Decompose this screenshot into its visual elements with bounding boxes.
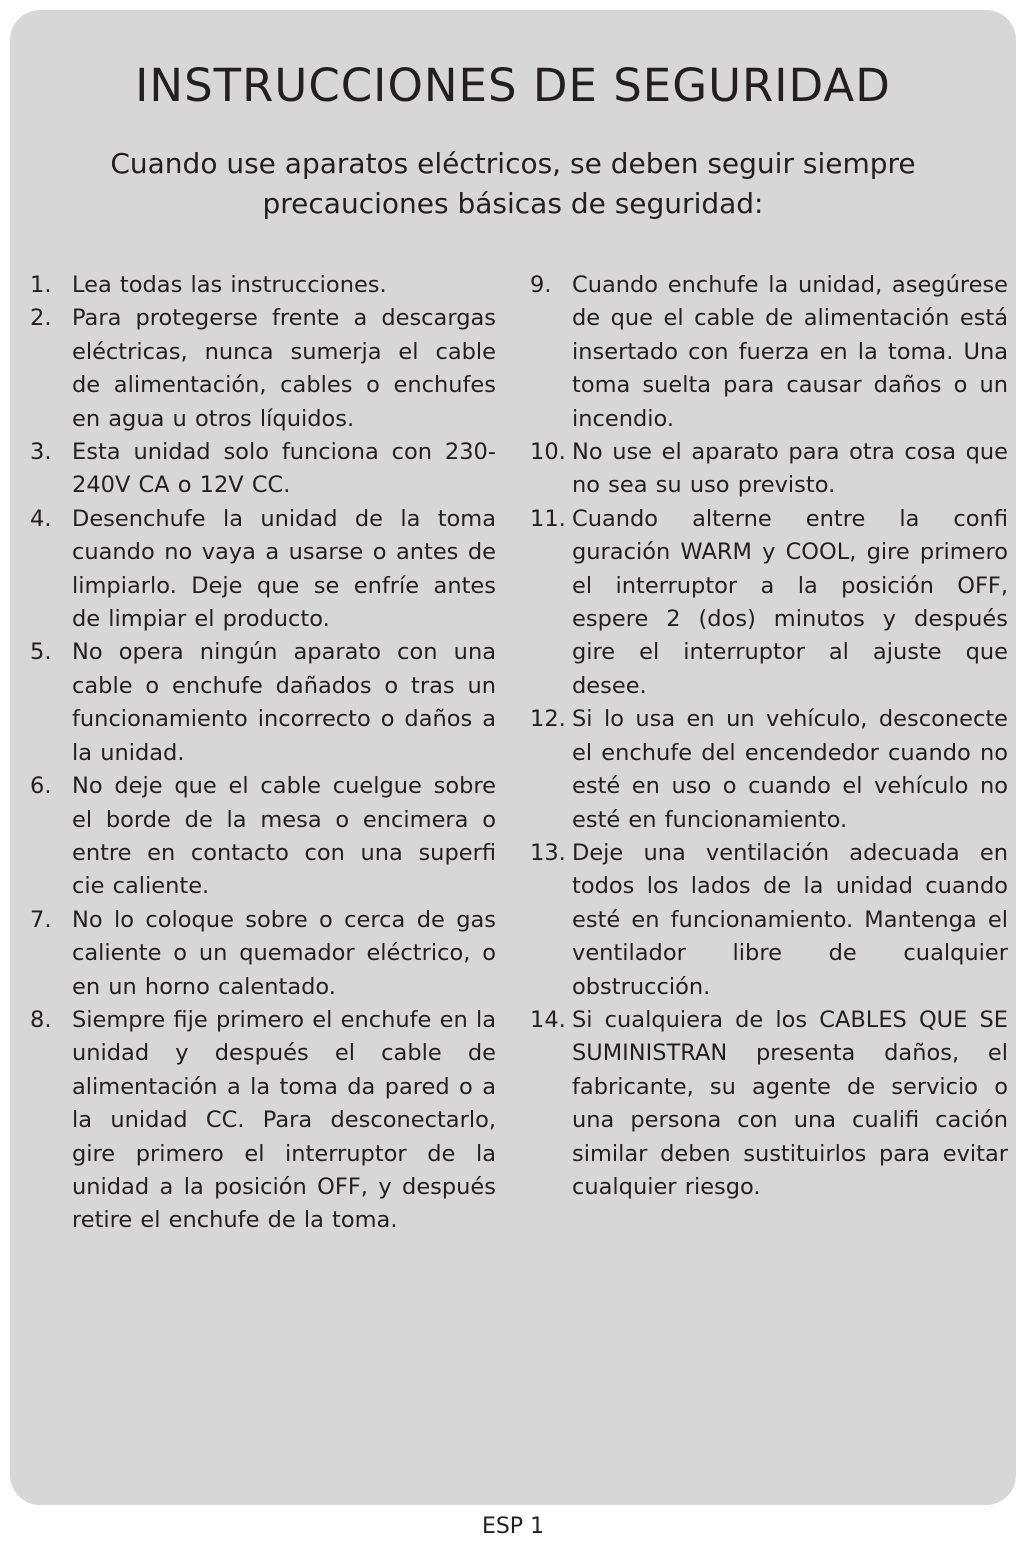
item-number: 1. — [30, 272, 52, 298]
item-number: 3. — [30, 439, 52, 466]
list-item — [30, 904, 496, 1004]
item-number: 7. — [30, 906, 52, 933]
item-text: Cuando alterne entre la confi guración WARM y COOL, gire primero el interruptor a la posición OFF, espere 2 (dos) minutos y después gire el interruptor al ajuste que desee. — [572, 505, 1008, 699]
item-number: 5. — [30, 639, 52, 666]
item-number: 6. — [30, 773, 52, 800]
list-item — [30, 503, 496, 637]
item-number: 10. — [530, 439, 566, 466]
list-item — [530, 1004, 1008, 1204]
page-title: INSTRUCCIONES DE SEGURIDAD — [135, 59, 891, 112]
item-text: Desenchufe la unidad de la toma cuando no vaya a usarse o antes de limpiarlo. Deje que se enfríe antes de limpiar el producto. — [72, 505, 496, 633]
intro-line-2: precauciones básicas de seguridad: — [262, 187, 764, 220]
item-text: Esta unidad solo funciona con 230-240V CA o 12V CC. — [72, 439, 496, 499]
item-text: Si cualquiera de los CABLES QUE SE SUMINISTRAN presenta daños, el fabricante, su agente de servicio o una persona con una cualifi cación similar deben sustituirlos para evitar cualquier riesgo. — [572, 1006, 1008, 1200]
safety-panel — [10, 10, 1016, 1505]
list-item — [30, 770, 496, 904]
list-item — [530, 269, 1008, 436]
item-text: No use el aparato para otra cosa que no sea su uso previsto. — [572, 439, 1008, 499]
item-text: Si lo usa en un vehículo, desconecte el enchufe del encendedor cuando no esté en uso o cuando el vehículo no esté en funcionamiento. — [572, 706, 1008, 833]
item-number: 2. — [30, 305, 52, 332]
item-text: Siempre fije primero el enchufe en la unidad y después el cable de alimentación a la toma da pared o a la unidad CC. Para desconectarlo, gire primero el interruptor de la unidad a la posición OFF, y después retire el enchufe de la toma. — [72, 1006, 496, 1234]
list-item — [530, 703, 1008, 837]
list-item — [530, 837, 1008, 1004]
item-number: 14. — [530, 1006, 566, 1033]
item-number: 12. — [530, 706, 566, 733]
list-item — [30, 302, 496, 436]
left-column — [30, 269, 496, 1238]
list-item — [530, 436, 1008, 503]
list-item — [30, 1004, 496, 1238]
item-number: 8. — [30, 1006, 52, 1033]
list-item — [30, 269, 496, 302]
item-number: 9. — [530, 272, 552, 298]
item-text: Para protegerse frente a descargas eléctricas, nunca sumerja el cable de alimentación, cables o enchufes en agua u otros líquidos. — [72, 305, 496, 432]
item-text: No deje que el cable cuelgue sobre el borde de la mesa o encimera o entre en contacto con una superfi cie caliente. — [72, 773, 496, 900]
intro-line-1: Cuando use aparatos eléctricos, se deben seguir siempre — [110, 147, 916, 180]
page-number: ESP 1 — [481, 1514, 545, 1539]
item-text: No lo coloque sobre o cerca de gas caliente o un quemador eléctrico, o en un horno calentado. — [72, 906, 496, 1000]
list-item — [530, 503, 1008, 703]
item-text: Cuando enchufe la unidad, asegúrese de que el cable de alimentación está insertado con fuerza en la toma. Una toma suelta para causar daños o un incendio. — [572, 272, 1008, 432]
list-item — [30, 436, 496, 503]
intro-text — [10, 144, 1016, 224]
item-text: No opera ningún aparato con una cable o enchufe dañados o tras un funcionamiento incorrecto o daños a la unidad. — [72, 639, 496, 766]
item-number: 13. — [530, 839, 566, 866]
list-item — [30, 636, 496, 770]
item-number: 11. — [530, 505, 566, 532]
item-text: Lea todas las instrucciones. — [72, 272, 387, 298]
item-number: 4. — [30, 505, 52, 532]
item-text: Deje una ventilación adecuada en todos los lados de la unidad cuando esté en funcionamiento. Mantenga el ventilador libre de cualquier obstrucción. — [572, 839, 1008, 1000]
right-column — [530, 269, 1008, 1204]
